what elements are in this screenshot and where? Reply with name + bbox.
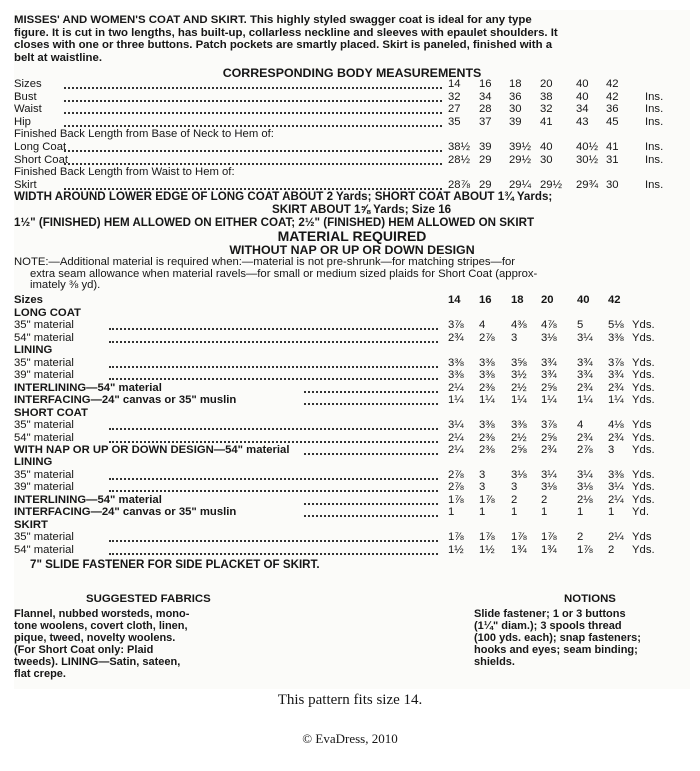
yardage-value: 2 <box>511 493 518 506</box>
size-column-header: 14 <box>448 294 461 306</box>
measurement-row <box>14 103 690 116</box>
material-label: INTERFACING—24" canvas or 35" muslin <box>14 506 237 519</box>
yardage-unit: Yds <box>632 419 652 432</box>
measurement-unit: Ins. <box>645 141 664 153</box>
width-line: WIDTH AROUND LOWER EDGE OF LONG COAT ABOUT 2 Yards; SHORT COAT ABOUT 1¾ Yards; <box>14 190 553 203</box>
measurement-value: 30 <box>540 153 553 166</box>
measurement-row <box>14 154 690 167</box>
material-row <box>14 344 690 357</box>
fabric-line: (For Short Coat only: Plaid <box>14 644 154 656</box>
material-label: 54" material <box>14 431 74 444</box>
dot-leader <box>64 87 442 89</box>
yardage-value: 2⅞ <box>448 468 464 481</box>
yardage-value: 3¼ <box>608 481 624 494</box>
measurement-value: 14 <box>448 78 461 90</box>
yardage-value: 1⅞ <box>577 543 593 556</box>
yardage-value: 2⅞ <box>448 481 464 494</box>
yardage-value: 4⅛ <box>608 419 624 432</box>
yardage-value: 2¾ <box>577 431 593 444</box>
measurement-unit: Ins. <box>645 115 664 128</box>
material-row <box>14 369 690 382</box>
measurement-label: Hip <box>14 115 31 128</box>
dot-leader <box>109 478 438 480</box>
measurement-value: 40 <box>576 78 589 90</box>
material-row <box>14 519 690 532</box>
yardage-value: 2 <box>577 531 584 544</box>
measurement-value: 36 <box>606 103 619 116</box>
measurement-row <box>14 91 690 104</box>
fastener-line: 7" SLIDE FASTENER FOR SIDE PLACKET OF SKIRT. <box>30 558 320 571</box>
yardage-value: 3¼ <box>577 468 593 481</box>
dot-leader <box>109 490 438 492</box>
yardage-value: 2¼ <box>448 443 464 456</box>
material-label: 35" material <box>14 419 74 432</box>
measurement-value: 29½ <box>509 153 531 166</box>
measurement-row <box>14 116 690 129</box>
yardage-value: 3 <box>511 331 518 344</box>
yardage-value: 1⅞ <box>479 493 495 506</box>
yardage-value: 4⅞ <box>541 319 557 332</box>
yardage-value: 3⅜ <box>479 419 495 432</box>
yardage-value: 3⅛ <box>577 481 593 494</box>
measurement-value: 18 <box>509 78 522 90</box>
measurement-unit: Ins. <box>645 103 664 116</box>
measurement-value: 30 <box>509 103 522 116</box>
measurement-value: 28½ <box>448 153 470 166</box>
material-label: 35" material <box>14 531 74 544</box>
material-label: INTERLINING—54" material <box>14 493 162 506</box>
material-label: 39" material <box>14 481 74 494</box>
yardage-value: 2⅜ <box>479 431 495 444</box>
measurement-value: 39½ <box>509 141 531 153</box>
material-row <box>14 494 690 507</box>
measurement-label: Long Coat <box>14 141 67 153</box>
yardage-value: 3¼ <box>577 331 593 344</box>
yardage-value: 2⅞ <box>479 331 495 344</box>
yardage-unit: Yds. <box>632 443 655 456</box>
hem-line: 1½" (FINISHED) HEM ALLOWED ON EITHER COAT; 2½" (FINISHED) HEM ALLOWED ON SKIRT <box>14 216 535 229</box>
yardage-value: 1¼ <box>448 394 464 407</box>
material-label: 35" material <box>14 319 74 332</box>
measurement-unit: Ins. <box>645 153 664 166</box>
fabrics-heading: SUGGESTED FABRICS <box>86 593 211 605</box>
measurement-value: 40 <box>540 141 553 153</box>
material-row <box>14 444 690 457</box>
yardage-value: 3¾ <box>608 369 624 382</box>
dot-leader <box>109 366 438 368</box>
yardage-value: 1⅞ <box>448 531 464 544</box>
dot-leader <box>109 378 438 380</box>
yardage-value: 3⅜ <box>448 369 464 382</box>
measurement-label: Waist <box>14 103 42 116</box>
note-line: extra seam allowance when material ravels—for small or medium sized plaids for Short Coat (approx- <box>30 267 538 280</box>
measurement-value: 32 <box>448 90 461 103</box>
material-label: 54" material <box>14 331 74 344</box>
measurement-value: 34 <box>479 90 492 103</box>
material-label: SHORT COAT <box>14 406 88 419</box>
yardage-value: 3⅛ <box>511 468 527 481</box>
yardage-value: 1⅞ <box>541 531 557 544</box>
yardage-value: 2⅛ <box>577 493 593 506</box>
fit-caption: This pattern fits size 14. <box>277 692 423 708</box>
yardage-value: 2¾ <box>541 443 557 456</box>
yardage-unit: Yds. <box>632 356 655 369</box>
measurement-value: 38½ <box>448 141 470 153</box>
yardage-value: 1¼ <box>577 394 593 407</box>
material-label: LONG COAT <box>14 307 81 319</box>
measurement-row <box>14 128 690 141</box>
material-row <box>14 407 690 420</box>
material-label: 39" material <box>14 369 74 382</box>
yardage-value: 3¾ <box>541 356 557 369</box>
measurement-value: 41 <box>606 141 619 153</box>
measurement-value: 32 <box>540 103 553 116</box>
measurement-value: 29 <box>479 178 492 191</box>
dot-leader <box>304 391 438 393</box>
measurement-value: 28 <box>479 103 492 116</box>
yardage-value: 3¾ <box>577 356 593 369</box>
dot-leader <box>304 515 438 517</box>
yardage-value: 1⅞ <box>448 493 464 506</box>
dot-leader <box>64 150 442 152</box>
pattern-scan <box>14 10 690 689</box>
yardage-value: 2¾ <box>608 431 624 444</box>
yardage-value: 1¾ <box>511 543 527 556</box>
dot-leader <box>304 403 438 405</box>
size-column-header: 18 <box>511 294 524 306</box>
material-row <box>14 469 690 482</box>
description-line: closes with one or three buttons. Patch pockets are smartly placed. Skirt is paneled, finished with a <box>14 39 553 51</box>
yardage-unit: Yds. <box>632 481 655 494</box>
yardage-value: 3 <box>511 481 518 494</box>
measurement-row <box>14 166 690 179</box>
material-row <box>14 456 690 469</box>
fabric-line: Flannel, nubbed worsteds, mono- <box>14 608 190 620</box>
yardage-value: 2⅝ <box>541 431 557 444</box>
measurement-value: 43 <box>576 115 589 128</box>
yardage-value: 1 <box>511 506 518 519</box>
sizes-label: Sizes <box>14 294 43 306</box>
fabric-line: pique, tweed, novelty woolens. <box>14 632 176 644</box>
measurement-label: Bust <box>14 90 37 103</box>
yardage-value: 4 <box>479 319 486 332</box>
yardage-value: 3¼ <box>541 468 557 481</box>
body-measurements-heading: CORRESPONDING BODY MEASUREMENTS <box>222 66 482 80</box>
yardage-value: 3¾ <box>541 369 557 382</box>
measurement-value: 27 <box>448 103 461 116</box>
material-label: INTERLINING—54" material <box>14 381 162 394</box>
measurement-unit: Ins. <box>645 90 664 103</box>
measurement-value: 31 <box>606 153 619 166</box>
yardage-value: 1⅞ <box>511 531 527 544</box>
description-line: belt at waistline. <box>14 51 102 64</box>
measurement-row <box>14 78 690 91</box>
notion-line: (100 yds. each); snap fasteners; <box>474 632 641 644</box>
notion-line: Slide fastener; 1 or 3 buttons <box>474 608 626 620</box>
yardage-value: 3 <box>608 443 615 456</box>
yardage-value: 3⅜ <box>608 331 624 344</box>
material-label: LINING <box>14 344 53 357</box>
measurement-value: 29 <box>479 153 492 166</box>
measurement-value: 30½ <box>576 153 598 166</box>
material-label: 54" material <box>14 543 74 556</box>
yardage-value: 1 <box>541 506 548 519</box>
measurement-value: 39 <box>509 115 522 128</box>
measurement-label: Sizes <box>14 78 42 90</box>
yardage-value: 3⅜ <box>608 468 624 481</box>
measurement-value: 28⅞ <box>448 178 470 191</box>
notions-heading: NOTIONS <box>564 593 616 605</box>
material-row <box>14 319 690 332</box>
description-line: MISSES' AND WOMEN'S COAT AND SKIRT. This highly styled swagger coat is ideal for any type <box>14 14 532 26</box>
yardage-value: 2⅜ <box>479 443 495 456</box>
dot-leader <box>64 100 442 102</box>
yardage-value: 3½ <box>511 369 527 382</box>
yardage-value: 5 <box>577 319 584 332</box>
dot-leader <box>109 441 438 443</box>
note-line: imately ⅜ yd). <box>30 279 101 291</box>
measurement-value: 29¼ <box>509 178 531 191</box>
measurement-label: Short Coat <box>14 153 69 166</box>
measurement-value: 40 <box>576 90 589 103</box>
material-label: SKIRT <box>14 518 48 531</box>
yardage-value: 2¾ <box>608 381 624 394</box>
yardage-unit: Yds. <box>632 468 655 481</box>
dot-leader <box>64 125 442 127</box>
yardage-unit: Yd. <box>632 506 649 519</box>
yardage-value: 3¼ <box>448 419 464 432</box>
measurement-value: 41 <box>540 115 553 128</box>
yardage-value: 1 <box>448 506 455 519</box>
measurement-value: 37 <box>479 115 492 128</box>
measurement-value: 34 <box>576 103 589 116</box>
yardage-value: 2¼ <box>448 381 464 394</box>
yardage-value: 2¼ <box>448 431 464 444</box>
dot-leader <box>109 540 438 542</box>
yardage-value: 2⅝ <box>511 443 527 456</box>
yardage-value: 3⅝ <box>511 356 527 369</box>
yardage-value: 3⅞ <box>448 319 464 332</box>
yardage-value: 2½ <box>511 381 527 394</box>
yardage-value: 1¼ <box>608 394 624 407</box>
measurement-label: Skirt <box>14 178 37 191</box>
notion-line: shields. <box>474 656 515 668</box>
material-label: WITH NAP OR UP OR DOWN DESIGN—54" material <box>14 443 290 456</box>
size-column-header: 20 <box>541 294 554 306</box>
yardage-value: 3¾ <box>577 369 593 382</box>
measurement-value: 42 <box>606 90 619 103</box>
material-label: INTERFACING—24" canvas or 35" muslin <box>14 394 237 407</box>
yardage-value: 1⅞ <box>479 531 495 544</box>
yardage-value: 1½ <box>479 543 495 556</box>
measurement-value: 30 <box>606 178 619 191</box>
material-subheading: WITHOUT NAP OR UP OR DOWN DESIGN <box>229 243 475 257</box>
yardage-unit: Yds. <box>632 369 655 382</box>
dot-leader <box>304 503 438 505</box>
dot-leader <box>304 453 438 455</box>
measurement-label: Finished Back Length from Waist to Hem of: <box>14 166 235 179</box>
measurement-value: 16 <box>479 78 492 90</box>
dot-leader <box>109 553 438 555</box>
material-heading: MATERIAL REQUIRED <box>277 228 427 244</box>
material-row <box>14 357 690 370</box>
size-column-header: 16 <box>479 294 492 306</box>
fabric-line: flat crepe. <box>14 668 66 680</box>
material-row <box>14 307 690 320</box>
notion-line: hooks and eyes; seam binding; <box>474 644 638 656</box>
yardage-value: 2½ <box>511 431 527 444</box>
yardage-value: 3⅜ <box>511 419 527 432</box>
material-row <box>14 419 690 432</box>
measurement-row <box>14 141 690 154</box>
dot-leader <box>64 112 442 114</box>
material-label: 35" material <box>14 356 74 369</box>
material-row <box>14 332 690 345</box>
skirt-width-line: SKIRT ABOUT 1⅝ Yards; Size 16 <box>272 203 452 216</box>
yardage-value: 2¼ <box>608 493 624 506</box>
material-row <box>14 531 690 544</box>
measurement-label: Finished Back Length from Base of Neck to Hem of: <box>14 128 274 141</box>
material-row <box>14 394 690 407</box>
yardage-value: 3⅜ <box>448 356 464 369</box>
yardage-value: 2¼ <box>608 531 624 544</box>
yardage-unit: Yds. <box>632 543 655 556</box>
yardage-value: 2⅝ <box>541 381 557 394</box>
dot-leader <box>109 328 438 330</box>
notion-line: (1¼" diam.); 3 spools thread <box>474 620 622 632</box>
yardage-value: 1¼ <box>511 394 527 407</box>
yardage-value: 3⅛ <box>541 481 557 494</box>
note-line: NOTE:—Additional material is required when:—material is not pre-shrunk—for matching stripes—for <box>14 256 516 268</box>
yardage-value: 1¾ <box>541 543 557 556</box>
measurement-value: 29¾ <box>576 178 598 191</box>
measurement-value: 29½ <box>540 178 562 191</box>
fabric-line: tone woolens, covert cloth, linen, <box>14 620 188 632</box>
yardage-value: 1½ <box>448 543 464 556</box>
yardage-value: 3⅞ <box>541 419 557 432</box>
yardage-unit: Yds <box>632 531 652 544</box>
measurement-value: 36 <box>509 90 522 103</box>
yardage-value: 2⅞ <box>577 443 593 456</box>
yardage-value: 2 <box>541 493 548 506</box>
yardage-value: 2⅜ <box>479 381 495 394</box>
yardage-value: 5⅛ <box>608 319 624 332</box>
yardage-value: 1 <box>608 506 615 519</box>
yardage-value: 3 <box>479 481 486 494</box>
yardage-value: 1 <box>577 506 584 519</box>
material-row <box>14 506 690 519</box>
dot-leader <box>109 341 438 343</box>
yardage-value: 3⅞ <box>608 356 624 369</box>
yardage-value: 1 <box>479 506 486 519</box>
yardage-value: 4 <box>577 419 584 432</box>
size-column-header: 42 <box>608 294 621 306</box>
material-label: 35" material <box>14 468 74 481</box>
yardage-value: 3⅜ <box>479 369 495 382</box>
material-row <box>14 382 690 395</box>
yardage-unit: Yds. <box>632 431 655 444</box>
fabric-line: tweeds). LINING—Satin, sateen, <box>14 656 181 668</box>
material-label: LINING <box>14 456 53 469</box>
measurement-value: 40½ <box>576 141 598 153</box>
measurement-value: 45 <box>606 115 619 128</box>
yardage-value: 3⅜ <box>479 356 495 369</box>
measurement-value: 35 <box>448 115 461 128</box>
measurement-value: 42 <box>606 78 619 90</box>
yardage-value: 3 <box>479 468 486 481</box>
size-column-header: 40 <box>577 294 590 306</box>
material-row <box>14 432 690 445</box>
yardage-unit: Yds. <box>632 319 655 332</box>
yardage-unit: Yds. <box>632 394 655 407</box>
yardage-value: 2¾ <box>448 331 464 344</box>
yardage-value: 3⅛ <box>541 331 557 344</box>
yardage-unit: Yds. <box>632 493 655 506</box>
copyright: © EvaDress, 2010 <box>302 731 398 746</box>
yardage-value: 4⅜ <box>511 319 527 332</box>
dot-leader <box>64 163 442 165</box>
yardage-unit: Yds. <box>632 381 655 394</box>
yardage-value: 2 <box>608 543 615 556</box>
description-line: figure. It is cut in two lengths, has built-up, collarless neckline and sleeves with epaulet shoulders. It <box>14 26 558 39</box>
material-row <box>14 544 690 557</box>
measurement-value: 20 <box>540 78 553 90</box>
measurement-value: 38 <box>540 90 553 103</box>
measurement-value: 39 <box>479 141 492 153</box>
yardage-unit: Yds. <box>632 331 655 344</box>
yardage-value: 1¼ <box>479 394 495 407</box>
yardage-value: 2¾ <box>577 381 593 394</box>
dot-leader <box>109 428 438 430</box>
measurement-unit: Ins. <box>645 178 664 191</box>
material-row <box>14 481 690 494</box>
material-sizes-row <box>14 294 690 307</box>
yardage-value: 1¼ <box>541 394 557 407</box>
